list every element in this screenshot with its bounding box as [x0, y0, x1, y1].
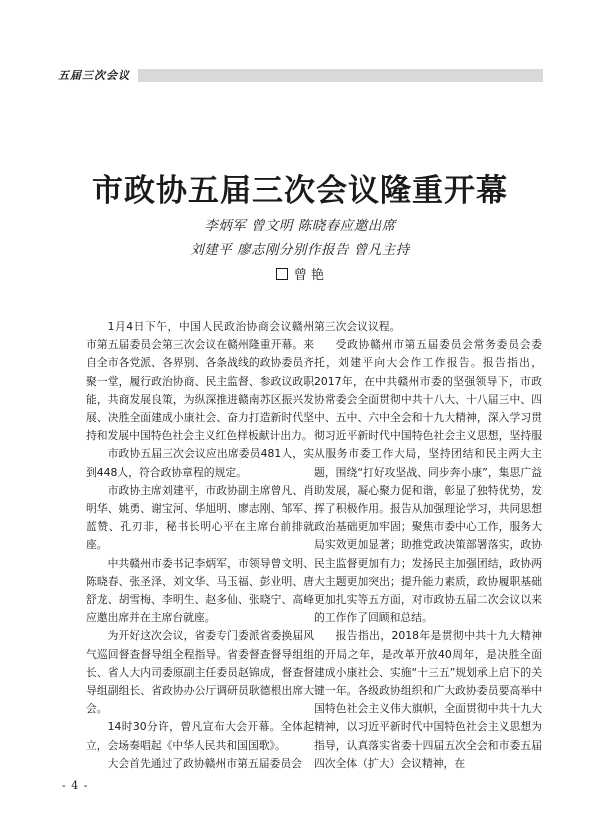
square-bullet-icon: [276, 268, 288, 280]
article-subtitle-line1: 李炳军 曾文明 陈晓春应邀出席: [204, 218, 396, 234]
paragraph: 市政协主席刘建平，市政协副主席曾凡、肖明华、姚勇、谢宝河、华旭明、廖志刚、邹军、蓝赞、孔刃非，秘书长明心平在主席台前排就座。: [86, 483, 314, 552]
author-name: 曾 艳: [293, 268, 325, 283]
paragraph: 大会首先通过了政协赣州市第五届委员会: [107, 756, 302, 770]
paragraph: 市政协五届三次会议应出席委员481人，实到448人，符合政协章程的规定。: [86, 447, 314, 479]
running-header: [58, 64, 543, 86]
header-rule: [138, 69, 543, 82]
page-number: - 4 -: [62, 779, 89, 792]
paragraph: 报告指出，2018年是贯彻中共十九大精神的开局之年，是改革开放40周年，是决胜全面建成小康社会、实施“十三五”规划承上启下的关键一年。各级政协组织和广大政协委员要高举中国特色社会主义伟大旗帜，全面贯彻中共十九大精神，以习近平新时代中国特色社会主义思想为指导，认真落实省委十四届五次全会和市委五届四次全体（扩大）会议精神，在: [314, 629, 542, 770]
paragraph: 中共赣州市委书记李炳军，市领导曾文明、陈晓春、张圣泽、刘文华、马玉福、彭业明、唐舒龙、胡雪梅、李明生、赵多仙、张晓宁、高峰应邀出席并在主席台就座。: [86, 556, 314, 625]
section-label: 五届三次会议: [58, 69, 130, 82]
left-column: [86, 318, 314, 773]
paragraph: 受政协赣州市第五届委员会常务委员会委托，刘建平向大会作工作报告。报告指出，2017年，在中共赣州市委的坚强领导下，市政协常委会全面贯彻中共十八大、十八届三中、四中、五中、六中全会和十九大精神，深入学习贯彻习近平新时代中国特色社会主义思想，坚持服从服务市委工作大局，坚持团结和民主两大主题，围绕“打好攻坚战、同步奔小康”，集思广益助发展，凝心聚力促和谐，彰显了独特优势，发挥了积极作用。报告从加强理论学习，共同思想政治基础更加牢固；聚焦市委中心工作，服务大局实效更加显著；助推党政决策部署落实，政协民主监督更加有力；发扬民主加强团结，政协两大主题更加突出；提升能力素质，政协履职基础更加扎实等五方面，对市政协五届二次会议以来的工作作了回顾和总结。: [314, 338, 542, 625]
paragraph: 1月4日下午，中国人民政治协商会议赣州市第五届委员会第三次会议在赣州隆重开幕。来自全市各党派、各界别、各条战线的政协委员齐聚一堂，履行政治协商、民主监督、参政议政职能，共商发展良策，为纵深推进赣南苏区振兴发展、决胜全面建成小康社会、奋力打造新时代坚持和发展中国特色社会主义红色样板献计出力。: [86, 320, 314, 443]
article-title: 市政协五届三次会议隆重开幕: [92, 173, 508, 209]
article-subtitle-line2: 刘建平 廖志刚分别作报告 曾凡主持: [190, 242, 410, 258]
paragraph: 为开好这次会议，省委专门委派省委换届风气巡回督查督导组全程指导。省委督查督导组组长、省人大内司委原副主任委员赵锦成，督查督导组副组长、省政协办公厅调研员耿德根出席大会。: [86, 629, 314, 716]
right-column: [314, 318, 542, 773]
author-byline: [0, 264, 600, 283]
paragraph-continuation: 第三次会议议程。: [314, 320, 401, 333]
paragraph: 14时30分许，曾凡宣布大会开幕。全体起立，会场奏唱起《中华人民共和国国歌》。: [86, 720, 314, 752]
